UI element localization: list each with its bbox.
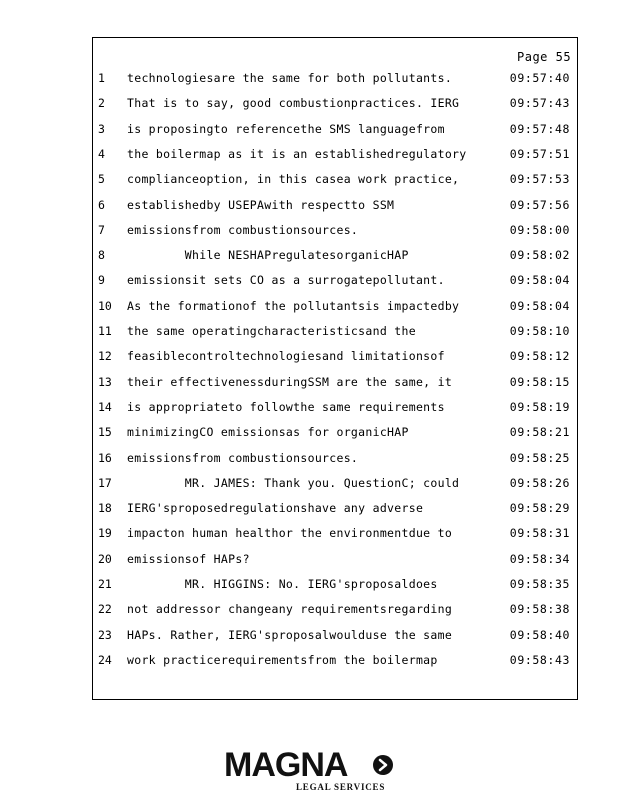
- logo-wordmark: MAGNA: [224, 746, 348, 784]
- line-text: is appropriateto followthe same requirements: [127, 399, 445, 414]
- transcript-line: [0, 450, 618, 470]
- line-number: 17: [98, 475, 112, 490]
- line-number: 7: [98, 222, 105, 237]
- line-text: feasiblecontroltechnologiesand limitationsof: [127, 349, 445, 364]
- timestamp: 09:58:29: [509, 501, 570, 516]
- arrow-circle-icon: [372, 754, 394, 776]
- transcript-line: [0, 475, 618, 495]
- line-number: 21: [98, 577, 112, 591]
- line-text: emissionsof HAPs?: [127, 551, 250, 566]
- transcript-line: [0, 323, 618, 343]
- line-text: is proposingto referencethe SMS languagefrom: [127, 121, 445, 136]
- timestamp: 09:58:10: [509, 324, 570, 338]
- transcript-line: [0, 222, 618, 242]
- magna-logo: [224, 748, 394, 792]
- transcript-line: [0, 70, 618, 90]
- line-number: 23: [98, 627, 112, 642]
- transcript-line: [0, 601, 618, 621]
- transcript-line: [0, 576, 618, 596]
- timestamp: 09:57:48: [509, 121, 570, 136]
- timestamp: 09:58:31: [509, 526, 570, 541]
- timestamp: 09:57:53: [509, 172, 570, 187]
- line-text: establishedby USEPAwith respectto SSM: [127, 197, 395, 212]
- line-number: 4: [98, 146, 105, 161]
- line-number: 16: [98, 450, 112, 465]
- line-text: not addressor changeany requirementsregarding: [127, 602, 453, 617]
- timestamp: 09:58:25: [509, 450, 570, 465]
- line-number: 22: [98, 602, 112, 617]
- transcript-line: [0, 197, 618, 217]
- transcript-line: [0, 525, 618, 545]
- line-number: 20: [98, 551, 112, 566]
- page-number: Page 55: [517, 50, 572, 64]
- transcript-line: [0, 374, 618, 394]
- line-text: While NESHAPregulatesorganicHAP: [127, 248, 409, 263]
- line-number: 6: [98, 197, 105, 212]
- transcript-line: [0, 95, 618, 115]
- line-text: the boilermap as it is an establishedregulatory: [127, 146, 467, 161]
- line-number: 2: [98, 96, 105, 111]
- transcript-line: [0, 424, 618, 444]
- timestamp: 09:58:35: [509, 577, 570, 591]
- line-number: 1: [98, 71, 105, 85]
- line-text: technologiesare the same for both pollutants.: [127, 71, 453, 85]
- timestamp: 09:58:26: [509, 475, 570, 490]
- transcript-line: [0, 146, 618, 166]
- line-text: That is to say, good combustionpractices. IERG: [127, 96, 460, 111]
- line-text: MR. HIGGINS: No. IERG'sproposaldoes: [127, 577, 438, 591]
- timestamp: 09:58:21: [509, 425, 570, 440]
- line-number: 12: [98, 349, 112, 364]
- line-number: 3: [98, 121, 105, 136]
- transcript-line: [0, 348, 618, 368]
- transcript-line: [0, 298, 618, 318]
- line-text: their effectivenessduringSSM are the same, it: [127, 374, 453, 389]
- transcript-line: [0, 551, 618, 571]
- line-text: emissionsfrom combustionsources.: [127, 222, 359, 237]
- timestamp: 09:57:40: [509, 71, 570, 85]
- line-text: the same operatingcharacteristicsand the: [127, 324, 416, 338]
- line-number: 8: [98, 248, 105, 263]
- transcript-line: [0, 247, 618, 267]
- transcript-line: [0, 627, 618, 647]
- line-number: 5: [98, 172, 105, 187]
- transcript-line: [0, 500, 618, 520]
- line-number: 9: [98, 273, 105, 288]
- timestamp: 09:58:04: [509, 298, 570, 313]
- line-text: As the formationof the pollutantsis impactedby: [127, 298, 460, 313]
- line-text: work practicerequirementsfrom the boilermap: [127, 652, 438, 667]
- line-number: 18: [98, 501, 112, 516]
- timestamp: 09:58:38: [509, 602, 570, 617]
- logo-subtitle: LEGAL SERVICES: [296, 782, 386, 792]
- line-text: MR. JAMES: Thank you. QuestionC; could: [127, 475, 460, 490]
- line-number: 13: [98, 374, 112, 389]
- transcript-line: [0, 652, 618, 672]
- timestamp: 09:58:40: [509, 627, 570, 642]
- timestamp: 09:57:43: [509, 96, 570, 111]
- line-text: minimizingCO emissionsas for organicHAP: [127, 425, 409, 440]
- timestamp: 09:58:00: [509, 222, 570, 237]
- transcript-line: [0, 399, 618, 419]
- timestamp: 09:58:12: [509, 349, 570, 364]
- line-number: 19: [98, 526, 112, 541]
- line-number: 14: [98, 399, 112, 414]
- transcript-line: [0, 171, 618, 191]
- timestamp: 09:58:02: [509, 248, 570, 263]
- transcript-line: [0, 272, 618, 292]
- line-text: IERG'sproposedregulationshave any adverse: [127, 501, 424, 516]
- line-text: HAPs. Rather, IERG'sproposalwoulduse the same: [127, 627, 453, 642]
- transcript-line: [0, 121, 618, 141]
- timestamp: 09:58:19: [509, 399, 570, 414]
- line-number: 11: [98, 324, 112, 338]
- line-number: 10: [98, 298, 112, 313]
- line-number: 24: [98, 652, 112, 667]
- line-text: complianceoption, in this casea work practice,: [127, 172, 460, 187]
- line-text: emissionsit sets CO as a surrogatepollutant.: [127, 273, 445, 288]
- timestamp: 09:57:51: [509, 146, 570, 161]
- timestamp: 09:58:34: [509, 551, 570, 566]
- line-text: impacton human healthor the environmentdue to: [127, 526, 453, 541]
- timestamp: 09:58:04: [509, 273, 570, 288]
- timestamp: 09:58:15: [509, 374, 570, 389]
- timestamp: 09:57:56: [509, 197, 570, 212]
- line-number: 15: [98, 425, 112, 440]
- line-text: emissionsfrom combustionsources.: [127, 450, 359, 465]
- timestamp: 09:58:43: [509, 652, 570, 667]
